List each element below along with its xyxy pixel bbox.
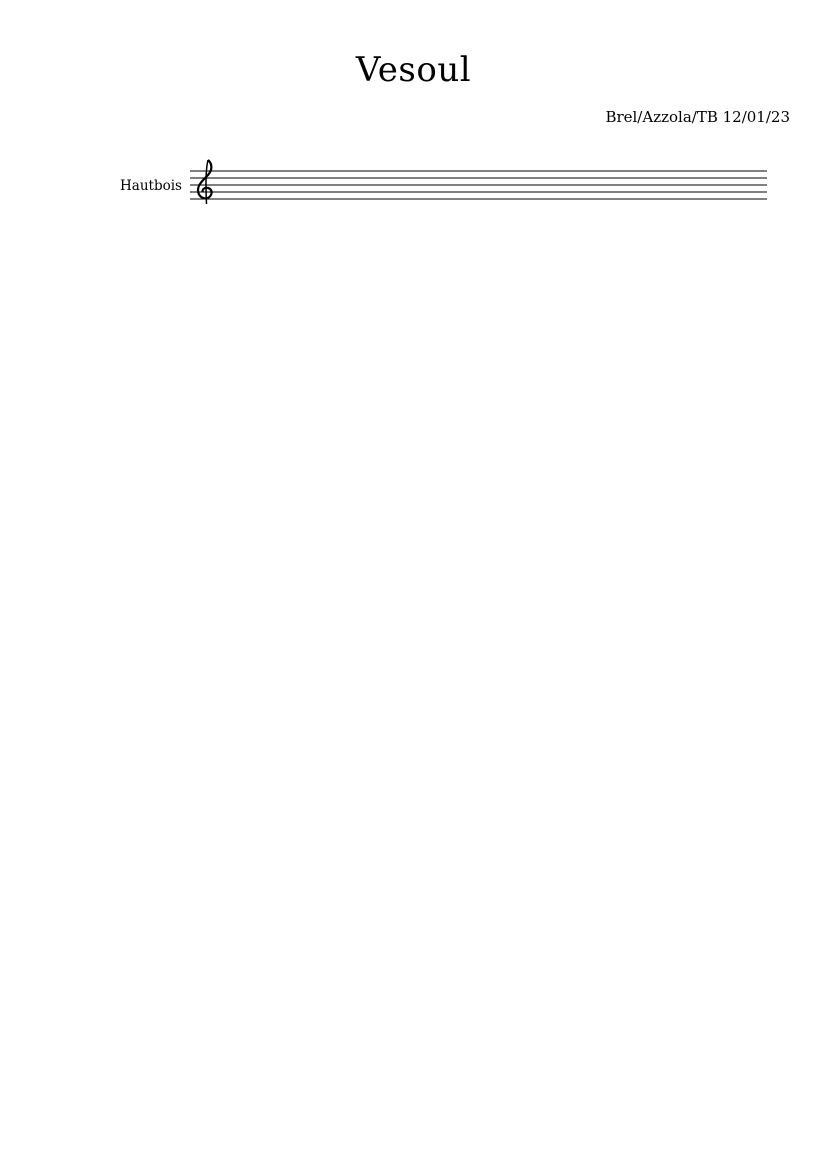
piece-title: Vesoul	[355, 50, 472, 90]
composer-credit: Brel/Azzola/TB 12/01/23	[605, 108, 790, 126]
staff-hautbois	[120, 160, 767, 204]
instrument-label: Hautbois	[120, 178, 182, 194]
